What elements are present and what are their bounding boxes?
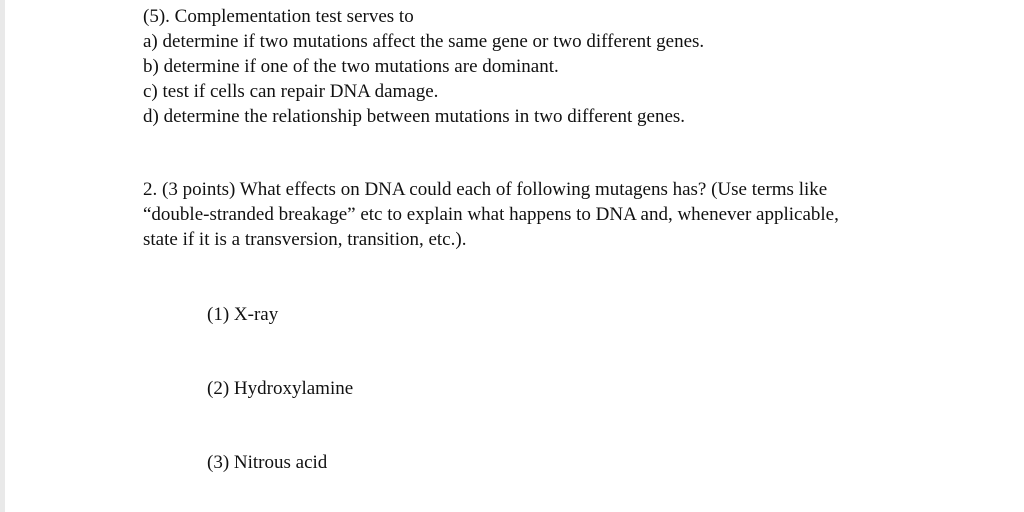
mutagen-item-xray: (1) X-ray <box>207 304 279 325</box>
question-2-line-2: “double-stranded breakage” etc to explain what happens to DNA and, whenever applicable, <box>143 204 839 225</box>
mutagen-item-nitrous-acid: (3) Nitrous acid <box>207 452 328 473</box>
question-5-option-b: b) determine if one of the two mutations are dominant. <box>143 56 559 77</box>
question-5-option-c: c) test if cells can repair DNA damage. <box>143 81 439 102</box>
question-2-line-3: state if it is a transversion, transition, etc.). <box>143 229 467 250</box>
question-5-option-d: d) determine the relationship between mutations in two different genes. <box>143 106 686 127</box>
mutagen-item-hydroxylamine: (2) Hydroxylamine <box>207 378 354 399</box>
page-left-edge <box>0 0 5 512</box>
question-2-line-1: 2. (3 points) What effects on DNA could each of following mutagens has? (Use terms like <box>143 179 828 200</box>
question-5-stem: (5). Complementation test serves to <box>143 6 414 27</box>
question-5-option-a: a) determine if two mutations affect the same gene or two different genes. <box>143 31 705 52</box>
